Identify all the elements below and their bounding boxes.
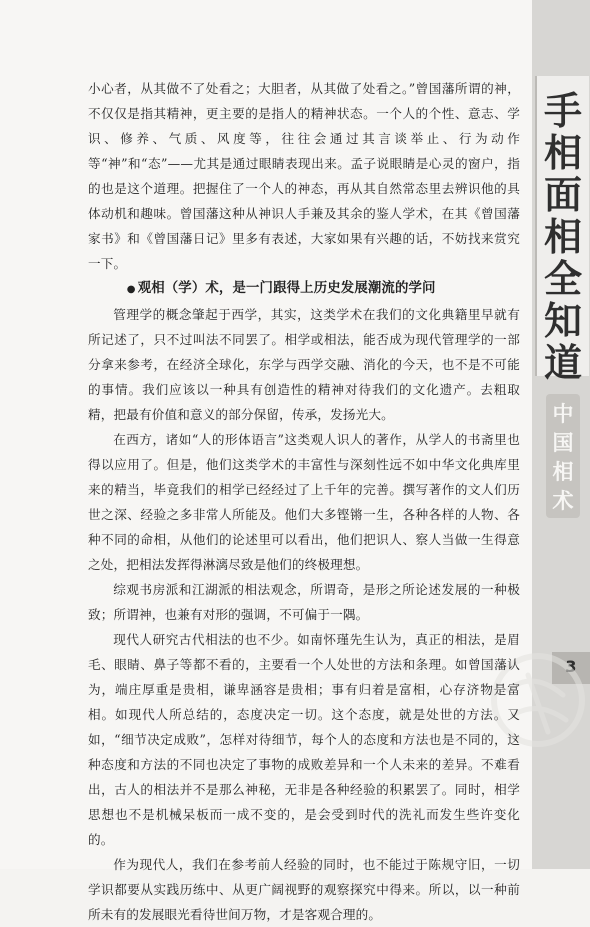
heading-text: 观相（学）术，是一门跟得上历史发展潮流的学问 [137,281,436,296]
subtitle-char: 相 [552,460,574,484]
page-number: 3 [565,657,577,676]
title-char: 全 [543,257,582,301]
subtitle-char: 术 [552,489,574,513]
section-heading [88,276,520,302]
title-char: 相 [543,215,582,259]
paragraph: 管理学的概念肇起于西学，其实，这类学术在我们的文化典籍里早就有所记述了，只不过叫法不同罢了。相学或相法，能否成为现代管理学的一部分拿来参考，在经济全球化，东学与西学交融、消化的今天，也不是不可能的事情。我们应该以一种具有创造性的精神对待我们的文化遗产。去粗取精，把最有价值和意义的部分保留，传承，发扬光大。 [88,307,520,422]
title-char: 知 [543,299,582,343]
paragraph: 现代人研究古代相法的也不少。如南怀瑾先生认为，真正的相法，是眉毛、眼睛、鼻子等都不看的，主要看一个人处世的方法和条理。如曾国藩认为，端庄厚重是贵相，谦卑涵容是贵相；事有归着是富相，心存济物是富相。如现代人所总结的，态度决定一切。这个态度，就是处世的方法。又如，“细节决定成败”，怎样对待细节，每个人的态度和方法也是不同的，这种态度和方法的不同也决定了事物的成败差异和一个人未来的差异。不难看出，古人的相法并不是那么神秘，无非是各种经验的积累罢了。同时，相学思想也不是机械呆板而一成不变的，是会受到时代的洗礼而发生些许变化的。 [88,632,520,847]
body-text [88,76,520,927]
paragraph: 在西方，诸如“人的形体语言”这类观人识人的著作，从学人的书斋里也得以应用了。但是，他们这类学术的丰富性与深刻性远不如中华文化典库里来的精当，毕竟我们的相学已经经过了上千年的完善。撰写著作的文人们历世之深、经验之多非常人所能及。他们大多铿锵一生，各种各样的人物、各种不同的命相，从他们的论述里可以看出，他们把识人、察人当做一生得意之处，把相法发挥得淋漓尽致是他们的终极理想。 [88,432,520,572]
title-char: 相 [543,131,582,175]
section-label-vertical [546,394,580,518]
heading-bullet: ● [126,284,136,295]
subtitle-char: 国 [552,431,574,455]
title-char: 手 [543,89,582,133]
paragraph: 综观书房派和江湖派的相法观念，所谓奇，是形之所论述发展的一种极致；所谓神，也兼有对形的强调，不可偏于一隅。 [88,582,520,622]
title-char: 道 [543,341,582,385]
title-char: 面 [543,173,582,217]
book-title-vertical [535,76,589,385]
paragraph: 作为现代人，我们在参考前人经验的同时，也不能过于陈规守旧，一切学识都要从实践历练中、从更广阔视野的观察探究中得来。所以，以一种前所未有的发展眼光看待世间万物，才是客观合理的。 [88,857,520,922]
subtitle-char: 中 [552,402,574,426]
paragraph: 小心者，从其做不了处看之；大胆者，从其做了处看之。”曾国藩所谓的神，不仅仅是指其精神，更主要的是指人的精神状态。一个人的个性、意志、学识、修养、气质、风度等，往往会通过其言谈举止、行为动作等“神”和“态”——尤其是通过眼睛表现出来。孟子说眼睛是心灵的窗户，指的也是这个道理。把握住了一个人的神态，再从其自然常态里去辨识他的具体动机和趣味。曾国藩这种从神识人手兼及其余的鉴人学术，在其《曾国藩家书》和《曾国藩日记》里多有表述，大家如果有兴趣的话，不妨找来赏究一下。 [88,81,520,271]
